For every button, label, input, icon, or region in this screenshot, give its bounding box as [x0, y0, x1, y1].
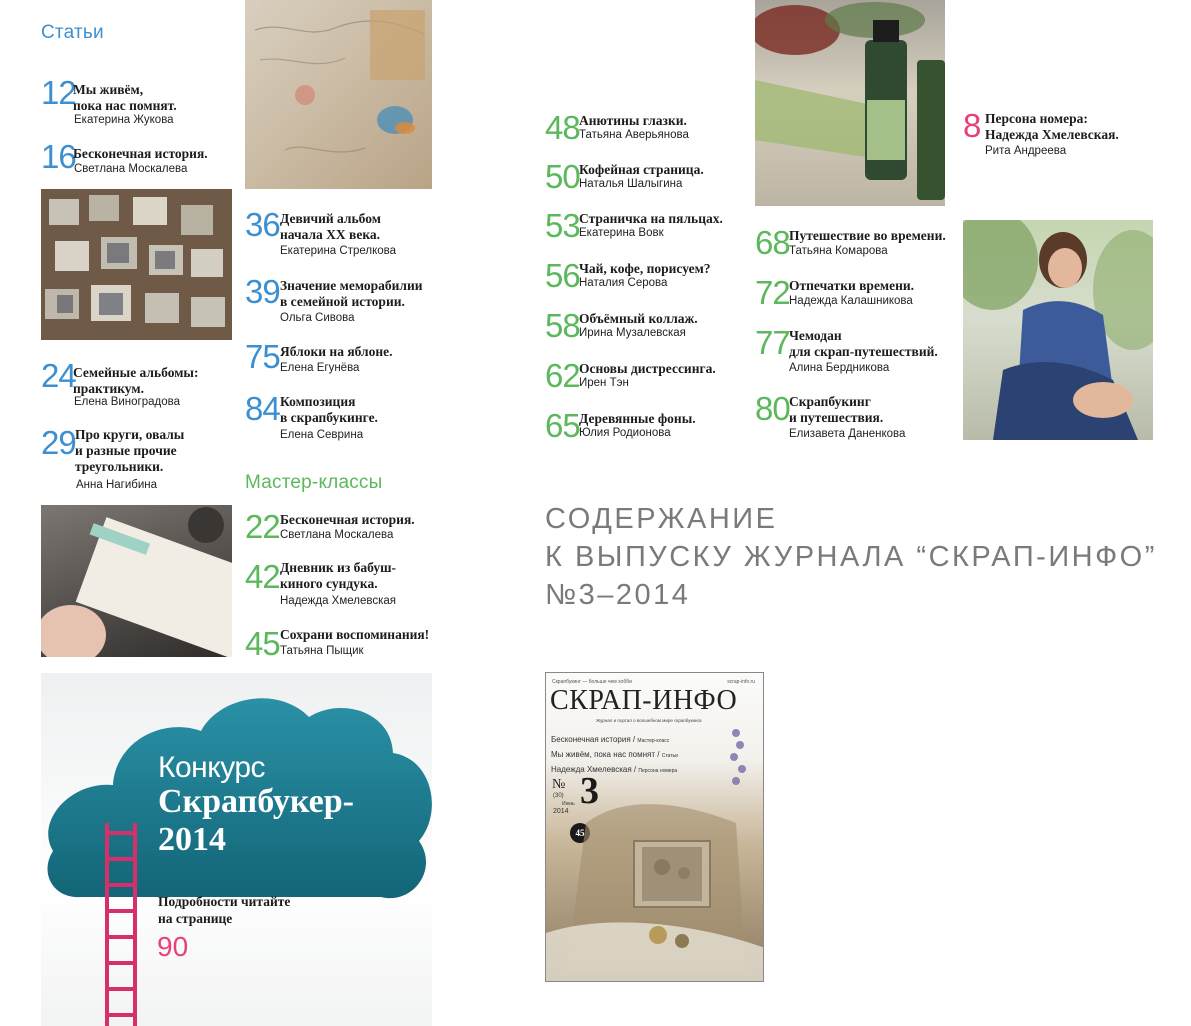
entry-title: Значение меморабилии в семейной истории. [280, 278, 423, 309]
persona-portrait-photo [963, 220, 1153, 440]
entry-title: Бесконечная история. [280, 512, 415, 527]
entry-author: Светлана Москалева [280, 529, 394, 541]
entry-title: Дневник из бабуш- киного сундука. [280, 560, 397, 591]
page-number: 16 [41, 138, 76, 175]
entry-author: Елизавета Даненкова [789, 428, 906, 440]
magazine-cover[interactable] [545, 672, 764, 982]
entry-author: Елена Егунёва [280, 362, 360, 374]
page-number: 77 [755, 324, 790, 361]
cover-issue-month: Июнь [562, 801, 575, 807]
entry-title: Анютины глазки. [579, 113, 687, 128]
entry-title: Страничка на пяльцах. [579, 211, 723, 226]
cover-tagline: Скрапбукинг — больше чем хобби [552, 679, 632, 685]
page-number: 24 [41, 357, 76, 394]
cover-issue-total: (30) [553, 793, 564, 799]
entry-author: Светлана Москалева [74, 163, 188, 175]
entry-author: Екатерина Вовк [579, 227, 664, 239]
vintage-letter-photo [245, 0, 432, 189]
entry-title: Мы живём, пока нас помнят. [73, 82, 177, 113]
page-number: 80 [755, 390, 790, 427]
page-number: 56 [545, 257, 580, 294]
cover-issue-year: 2014 [553, 808, 569, 815]
cover-headlines: Бесконечная история / Мастер-класс Мы живём, пока нас помнят / Статьи Надежда Хмелевская / Персона номера [551, 735, 678, 774]
page-number: 42 [245, 558, 280, 595]
photo-grid-collage [41, 189, 232, 340]
page-number: 22 [245, 508, 280, 545]
entry-author: Юлия Родионова [579, 427, 671, 439]
entry-author: Екатерина Жукова [74, 114, 174, 126]
entry-author: Ольга Сивова [280, 312, 355, 324]
entry-title: Путешествие во времени. [789, 228, 946, 243]
page-number: 12 [41, 74, 76, 111]
page-number: 45 [245, 625, 280, 662]
entry-title: Про круги, овалы и разные прочие треугольники. [75, 427, 185, 474]
page-number: 75 [245, 338, 280, 375]
entry-title: Яблоки на яблоне. [280, 344, 393, 359]
page-number: 68 [755, 224, 790, 261]
entry-title: Отпечатки времени. [789, 278, 915, 293]
entry-author: Рита Андреева [985, 145, 1067, 157]
page-number: 53 [545, 207, 580, 244]
page-number: 72 [755, 274, 790, 311]
page-number: 84 [245, 390, 280, 427]
entry-author: Татьяна Комарова [789, 245, 888, 257]
entry-author: Екатерина Стрелкова [280, 245, 397, 257]
entry-author: Ирен Тэн [579, 377, 629, 389]
entry-title: Семейные альбомы: практикум. [73, 365, 199, 396]
entry-author: Елена Севрина [280, 429, 364, 441]
entry-author: Анна Нагибина [76, 479, 158, 491]
page-number: 48 [545, 109, 580, 146]
cover-site: scrap-info.ru [727, 679, 755, 685]
entry-title: Девичий альбом начала XX века. [280, 211, 381, 242]
cover-price-badge: 45 [570, 823, 590, 843]
entry-author: Елена Виноградова [74, 396, 181, 408]
masterclasses-header: Мастер-классы [245, 472, 383, 493]
page-number: 39 [245, 273, 280, 310]
entry-author: Надежда Хмелевская [280, 595, 397, 607]
page-number: 29 [41, 424, 76, 461]
cover-collage-art [546, 673, 764, 982]
entry-title: Персона номера: Надежда Хмелевская. [985, 111, 1119, 142]
page-title: СОДЕРЖАНИЕ К ВЫПУСКУ ЖУРНАЛА “СКРАП-ИНФО” №3–2014 [545, 503, 1157, 611]
contest-banner[interactable] [41, 673, 432, 1026]
entry-author: Татьяна Аверьянова [579, 129, 689, 141]
page-number: 65 [545, 407, 580, 444]
entry-title: Деревянные фоны. [579, 411, 696, 426]
contest-title: Скрапбукер- 2014 [158, 783, 354, 858]
entry-title: Композиция в скрапбукинге. [280, 394, 378, 425]
entry-title: Бесконечная история. [73, 146, 208, 161]
entry-title: Чемодан для скрап-путешествий. [789, 328, 938, 359]
entry-author: Татьяна Пыщик [280, 645, 364, 657]
page-number: 36 [245, 206, 280, 243]
contest-label: Конкурс [158, 751, 266, 784]
entry-title: Объёмный коллаж. [579, 311, 698, 326]
lace-and-spray-photo [755, 0, 945, 206]
entry-author: Алина Бердникова [789, 362, 890, 374]
articles-header: Статьи [41, 22, 104, 43]
entry-title: Сохрани воспоминания! [280, 627, 430, 642]
entry-author: Надежда Калашникова [789, 295, 913, 307]
entry-author: Ирина Музалевская [579, 327, 686, 339]
entry-title: Кофейная страница. [579, 162, 704, 177]
cover-issue-sign: № [552, 777, 566, 792]
entry-title: Скрапбукинг и путешествия. [789, 394, 884, 425]
page-number: 58 [545, 307, 580, 344]
entry-author: Наталья Шалыгина [579, 178, 683, 190]
cover-subtitle: Журнал и портал о волшебном мире скрапбукинга [596, 718, 702, 723]
vintage-id-card-photo [41, 505, 232, 657]
page-number: 62 [545, 357, 580, 394]
contest-details: Подробности читайте на странице [158, 894, 291, 926]
cover-issue-number: 3 [580, 770, 599, 812]
page-number: 50 [545, 158, 580, 195]
page-number: 8 [963, 107, 981, 144]
contest-page-number: 90 [157, 931, 189, 962]
entry-title: Основы дистрессинга. [579, 361, 716, 376]
cover-logo: СКРАП-ИНФО [550, 685, 738, 716]
entry-title: Чай, кофе, порисуем? [579, 261, 711, 276]
entry-author: Наталия Серова [579, 277, 668, 289]
